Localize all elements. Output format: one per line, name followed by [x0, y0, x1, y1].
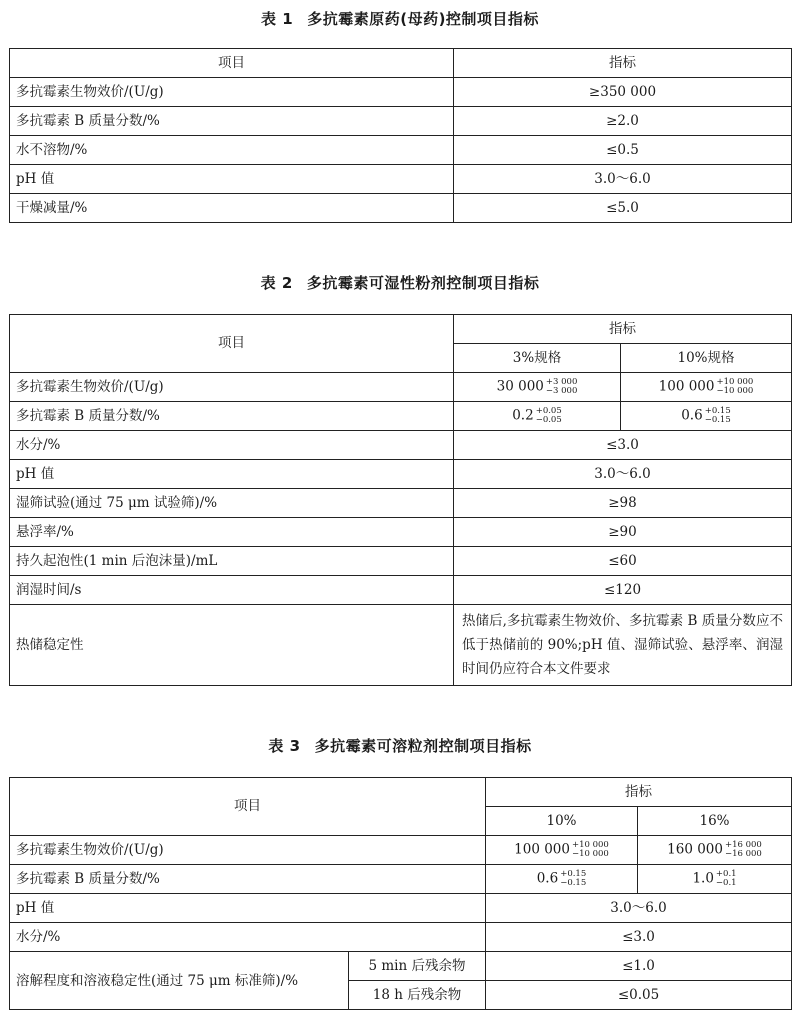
row-item: pH 值: [10, 165, 454, 194]
value-base: 0.2: [512, 407, 534, 424]
tolerance-minus: −10 000: [716, 386, 754, 396]
row-item: 多抗霉素 B 质量分数/%: [10, 865, 486, 894]
table-row: [10, 431, 792, 460]
tolerance-plus: +0.1: [715, 869, 737, 879]
row-value: ≤60: [454, 547, 792, 576]
row-item: pH 值: [10, 460, 454, 489]
row-value-b: [638, 836, 792, 865]
header-spec-a: 3%规格: [454, 344, 621, 373]
row-value: 3.0～6.0: [454, 165, 792, 194]
row-item: 悬浮率/%: [10, 518, 454, 547]
table1-caption: [0, 8, 800, 29]
table-row: [10, 402, 792, 431]
tolerance: [705, 407, 731, 425]
row-item: 持久起泡性(1 min 后泡沫量)/mL: [10, 547, 454, 576]
tolerance-minus: −0.1: [715, 878, 737, 888]
header-spec-b: 10%规格: [621, 344, 792, 373]
table2-caption: [0, 272, 800, 293]
table-row: [10, 836, 792, 865]
tolerance: [716, 870, 737, 888]
tolerance-minus: −16 000: [724, 849, 762, 859]
table-row: [10, 605, 792, 686]
value-base: 0.6: [681, 407, 703, 424]
row-value: 3.0～6.0: [486, 894, 792, 923]
value-base: 1.0: [692, 870, 714, 887]
row-value: ≤0.5: [454, 136, 792, 165]
row-value-a: [454, 402, 621, 431]
table-row: [10, 165, 792, 194]
table-row: [10, 489, 792, 518]
table3: [9, 777, 792, 1010]
row-item: 多抗霉素 B 质量分数/%: [10, 107, 454, 136]
table-row: [10, 78, 792, 107]
table2: [9, 314, 792, 686]
tolerance: [560, 870, 586, 888]
row-value-b: [621, 373, 792, 402]
tolerance-plus: +16 000: [724, 840, 762, 850]
header-item: 项目: [10, 49, 454, 78]
table3-title: 多抗霉素可溶粒剂控制项目指标: [314, 737, 532, 755]
tolerance: [546, 378, 577, 396]
table3-label: 表 3: [268, 737, 301, 755]
tolerance-plus: +3 000: [545, 377, 578, 387]
row-value-a: [486, 865, 638, 894]
table-header-row: [10, 315, 792, 344]
table-row: [10, 373, 792, 402]
value-base: 0.6: [536, 870, 559, 887]
row-value-b: [621, 402, 792, 431]
tolerance-minus: −3 000: [545, 386, 578, 396]
table-row: [10, 952, 792, 981]
row-value: ≤3.0: [486, 923, 792, 952]
value-base: 160 000: [667, 841, 723, 858]
table3-caption: [0, 735, 800, 756]
table-row: [10, 136, 792, 165]
tolerance-plus: +10 000: [716, 377, 754, 387]
table2-title: 多抗霉素可湿性粉剂控制项目指标: [306, 274, 540, 292]
tolerance-plus: +0.15: [560, 869, 587, 879]
row-value-b: [638, 865, 792, 894]
table-row: [10, 194, 792, 223]
table-row: [10, 894, 792, 923]
table1-title: 多抗霉素原药(母药)控制项目指标: [307, 10, 539, 28]
tolerance-minus: −0.15: [704, 415, 731, 425]
row-item: pH 值: [10, 894, 486, 923]
dissolution-item: 溶解程度和溶液稳定性(通过 75 μm 标准筛)/%: [10, 952, 349, 1010]
header-item: 项目: [10, 315, 454, 373]
value-base: 30 000: [496, 378, 544, 395]
table-row: [10, 576, 792, 605]
table-row: [10, 923, 792, 952]
row-value-a: [454, 373, 621, 402]
table-row: [10, 547, 792, 576]
table-row: [10, 460, 792, 489]
table2-label: 表 2: [260, 274, 293, 292]
table-row: [10, 518, 792, 547]
row-item: 多抗霉素生物效价/(U/g): [10, 373, 454, 402]
row-value: ≥90: [454, 518, 792, 547]
header-index: 指标: [486, 778, 792, 807]
row-item: 水分/%: [10, 431, 454, 460]
tolerance: [572, 841, 609, 859]
row-value: ≥98: [454, 489, 792, 518]
row-item: 水不溶物/%: [10, 136, 454, 165]
row-item: 干燥减量/%: [10, 194, 454, 223]
header-index: 指标: [454, 315, 792, 344]
row-item: 润湿时间/s: [10, 576, 454, 605]
row-item: 多抗霉素 B 质量分数/%: [10, 402, 454, 431]
row-item: 热储稳定性: [10, 605, 454, 686]
stability-note: 热储后,多抗霉素生物效价、多抗霉素 B 质量分数应不低于热储前的 90%;pH 值、湿筛试验、悬浮率、润湿时间仍应符合本文件要求: [454, 605, 792, 686]
tolerance-plus: +10 000: [571, 840, 609, 850]
header-index: 指标: [454, 49, 792, 78]
row-item: 湿筛试验(通过 75 μm 试验筛)/%: [10, 489, 454, 518]
table1: [9, 48, 792, 223]
tolerance: [725, 841, 762, 859]
tolerance-plus: +0.15: [704, 406, 731, 416]
tolerance: [536, 407, 562, 425]
row-value: ≥350 000: [454, 78, 792, 107]
header-spec-b: 16%: [638, 807, 792, 836]
tolerance-minus: −0.05: [535, 415, 562, 425]
row-value-a: [486, 836, 638, 865]
tolerance-minus: −0.15: [560, 878, 587, 888]
row-value: 3.0～6.0: [454, 460, 792, 489]
row-item: 多抗霉素生物效价/(U/g): [10, 78, 454, 107]
dissolution-sub-label: 18 h 后残余物: [349, 981, 486, 1010]
header-spec-a: 10%: [486, 807, 638, 836]
row-value: ≤120: [454, 576, 792, 605]
row-value: ≤3.0: [454, 431, 792, 460]
row-item: 水分/%: [10, 923, 486, 952]
dissolution-sub-label: 5 min 后残余物: [349, 952, 486, 981]
table-row: [10, 107, 792, 136]
table1-label: 表 1: [261, 10, 294, 28]
header-item: 项目: [10, 778, 486, 836]
dissolution-sub-value: ≤1.0: [486, 952, 792, 981]
dissolution-sub-value: ≤0.05: [486, 981, 792, 1010]
table-header-row: [10, 49, 792, 78]
row-value: ≤5.0: [454, 194, 792, 223]
row-value: ≥2.0: [454, 107, 792, 136]
tolerance-minus: −10 000: [571, 849, 609, 859]
value-base: 100 000: [658, 378, 715, 395]
tolerance-plus: +0.05: [535, 406, 562, 416]
value-base: 100 000: [514, 841, 570, 858]
table-header-row: [10, 778, 792, 807]
row-item: 多抗霉素生物效价/(U/g): [10, 836, 486, 865]
tolerance: [716, 378, 753, 396]
table-row: [10, 865, 792, 894]
